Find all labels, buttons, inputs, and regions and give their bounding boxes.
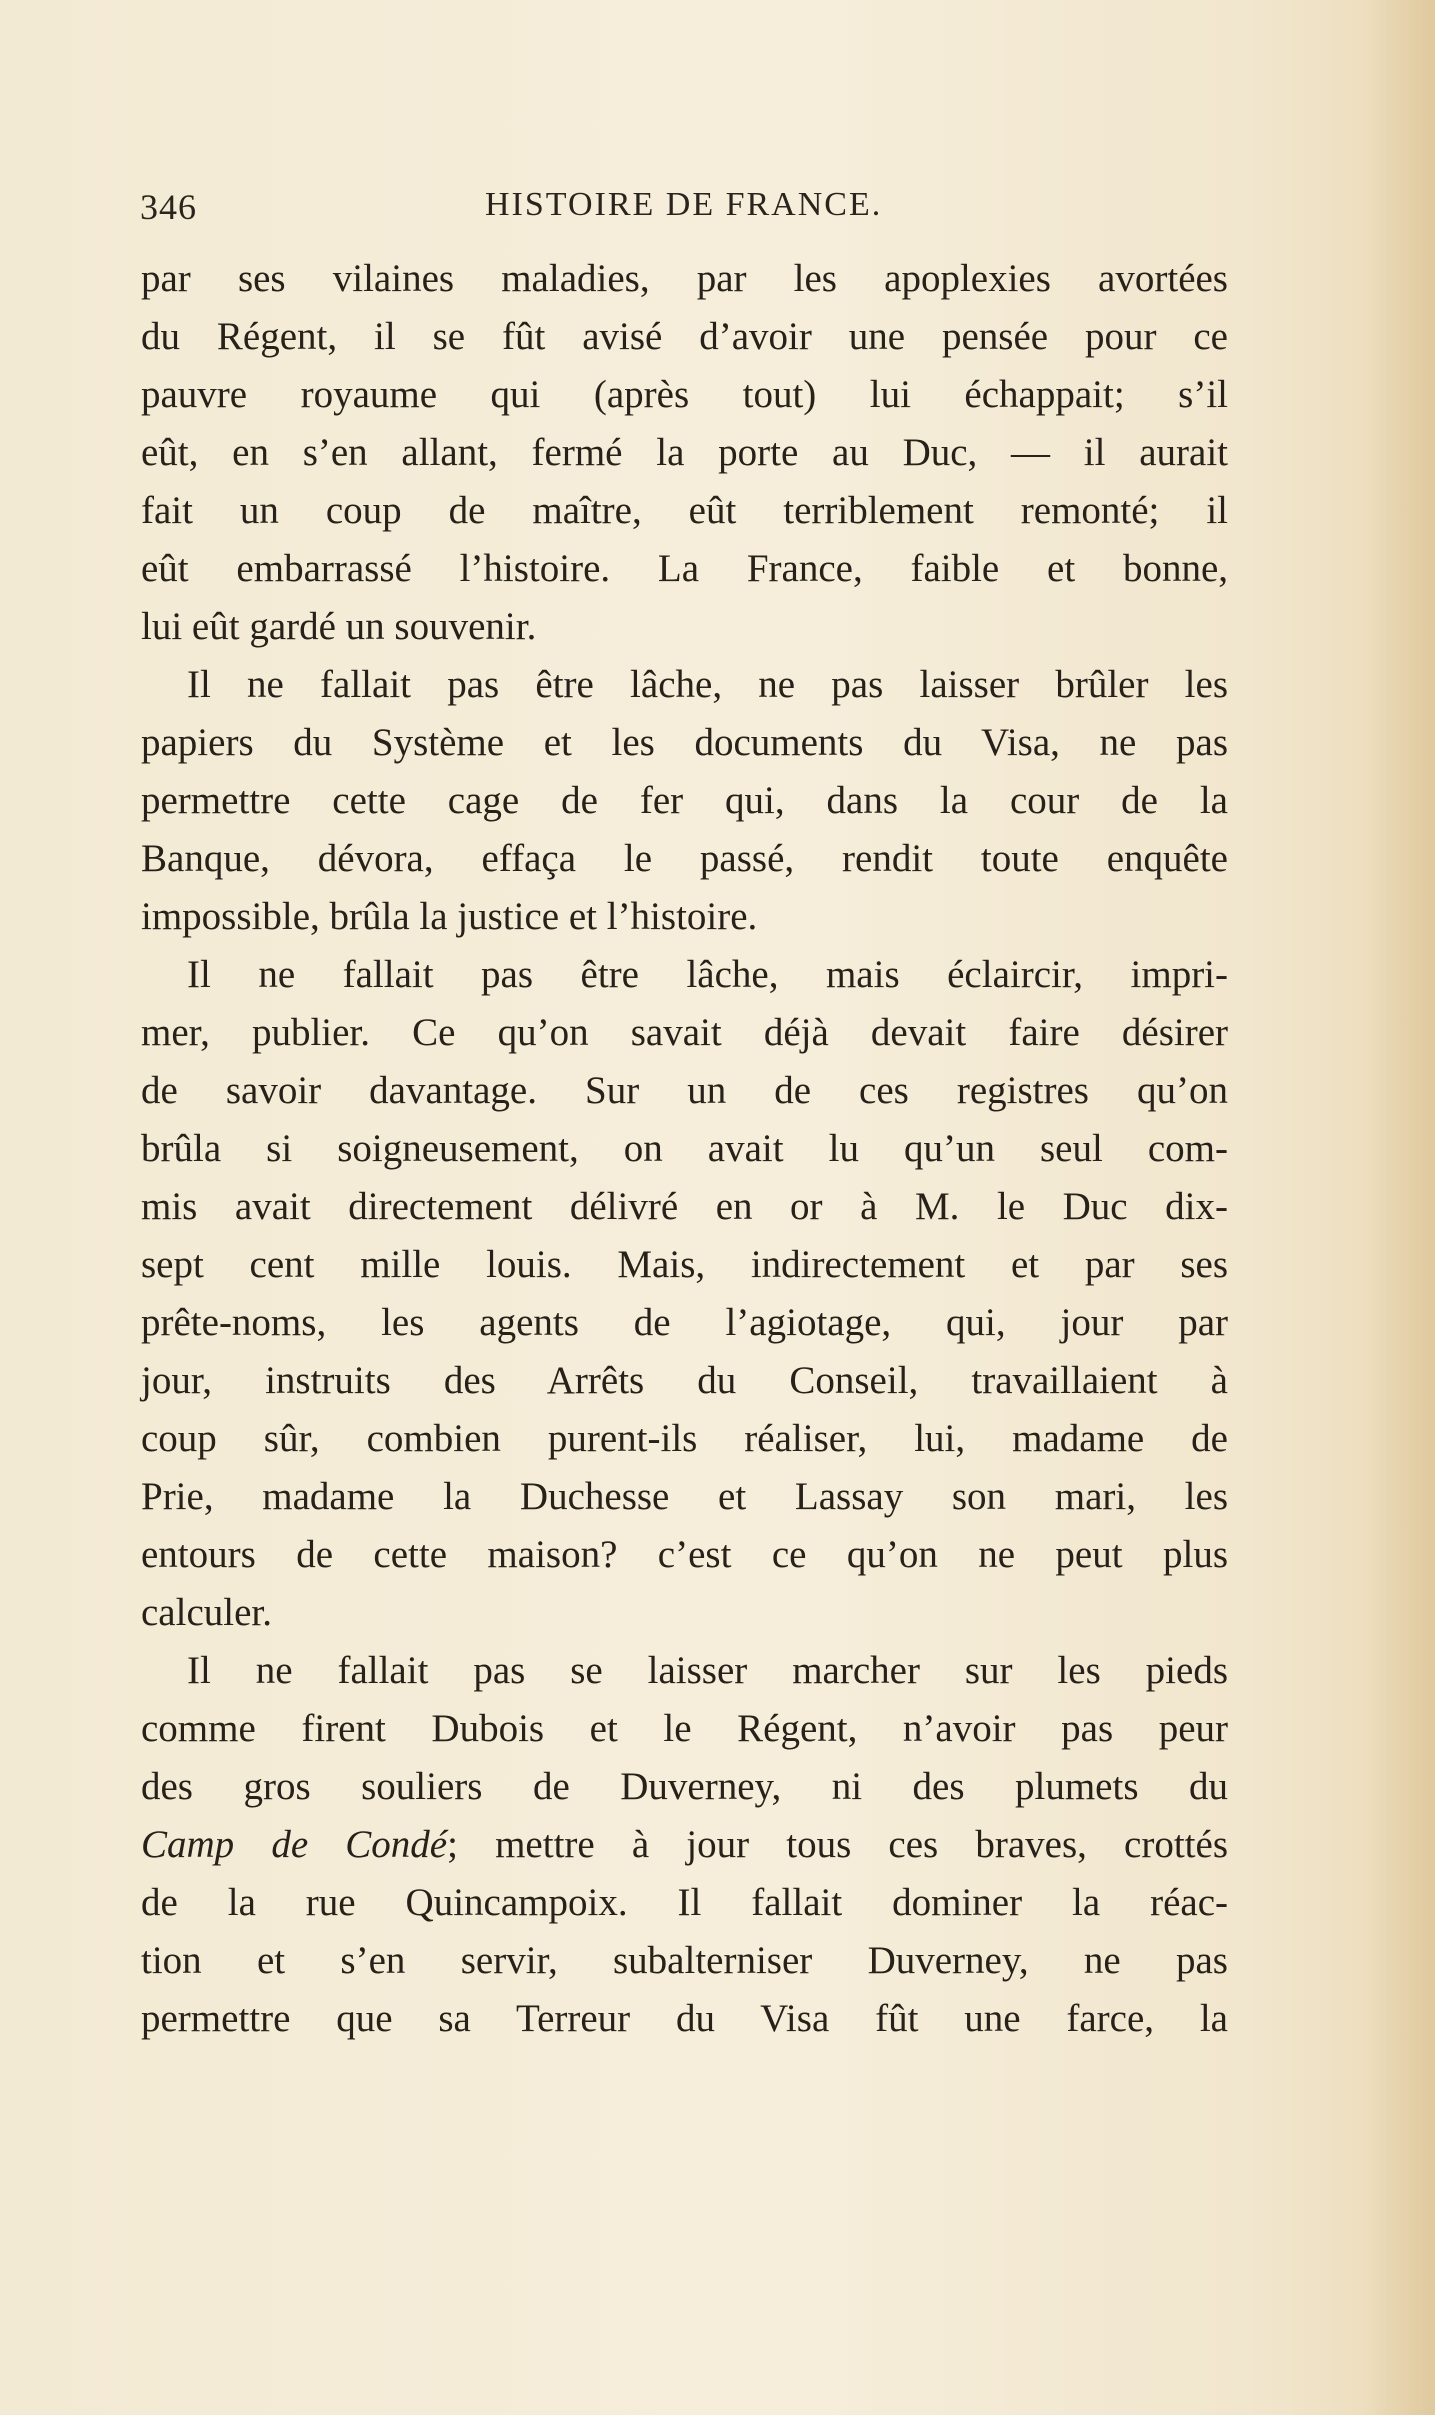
text-line: de la rue Quincampoix. Il fallait dominer la réac-: [141, 1881, 1228, 1924]
text-line: Prie, madame la Duchesse et Lassay son mari, les: [141, 1475, 1228, 1518]
text-line: du Régent, il se fût avisé d’avoir une pensée pour ce: [141, 315, 1228, 358]
text-line: par ses vilaines maladies, par les apoplexies avortées: [141, 257, 1228, 300]
page-edge-shadow: [1365, 0, 1435, 2415]
text-line: coup sûr, combien purent-ils réaliser, lui, madame de: [141, 1417, 1228, 1460]
text-line: papiers du Système et les documents du Visa, ne pas: [141, 721, 1228, 764]
text-line: Il ne fallait pas être lâche, mais éclaircir, impri-: [187, 953, 1228, 996]
page-number: 346: [140, 187, 197, 227]
text-line: calculer.: [141, 1591, 272, 1634]
text-line: tion et s’en servir, subalterniser Duverney, ne pas: [141, 1939, 1228, 1982]
text-line: eût embarrassé l’histoire. La France, faible et bonne,: [141, 547, 1228, 590]
body-text: [141, 250, 1228, 2048]
text-line-italic-title: [141, 1816, 1228, 1874]
text-line: mer, publier. Ce qu’on savait déjà devait faire désirer: [141, 1011, 1228, 1054]
text-line: prête-noms, les agents de l’agiotage, qui, jour par: [141, 1301, 1228, 1344]
text-line: Banque, dévora, effaça le passé, rendit toute enquête: [141, 837, 1228, 880]
paragraph: [141, 656, 1228, 946]
text-line: pauvre royaume qui (après tout) lui échappait; s’il: [141, 373, 1228, 416]
italic-title: Camp de Condé: [141, 1823, 448, 1866]
text-line: brûla si soigneusement, on avait lu qu’un seul com-: [141, 1127, 1228, 1170]
text-line: sept cent mille louis. Mais, indirectement et par ses: [141, 1243, 1228, 1286]
text-line: entours de cette maison? c’est ce qu’on ne peut plus: [141, 1533, 1228, 1576]
paragraph: [141, 946, 1228, 1642]
text-line: comme firent Dubois et le Régent, n’avoir pas peur: [141, 1707, 1228, 1750]
text-line: lui eût gardé un souvenir.: [141, 605, 537, 648]
running-title: HISTOIRE DE FRANCE.: [485, 186, 883, 223]
text-line: permettre cette cage de fer qui, dans la cour de la: [141, 779, 1228, 822]
text-line: jour, instruits des Arrêts du Conseil, travaillaient à: [141, 1359, 1228, 1402]
text-line: eût, en s’en allant, fermé la porte au Duc, — il aurait: [141, 431, 1228, 474]
text-line: fait un coup de maître, eût terriblement remonté; il: [141, 489, 1228, 532]
text-line: Il ne fallait pas être lâche, ne pas laisser brûler les: [187, 663, 1228, 706]
text-line: Il ne fallait pas se laisser marcher sur les pieds: [187, 1649, 1228, 1692]
text-line: des gros souliers de Duverney, ni des plumets du: [141, 1765, 1228, 1808]
text-line: permettre que sa Terreur du Visa fût une farce, la: [141, 1997, 1228, 2040]
text-line: de savoir davantage. Sur un de ces registres qu’on: [141, 1069, 1228, 1112]
paragraph: [141, 250, 1228, 656]
page-header: [140, 178, 1220, 234]
text-line: mis avait directement délivré en or à M. le Duc dix-: [141, 1185, 1228, 1228]
text-line: impossible, brûla la justice et l’histoire.: [141, 895, 758, 938]
paragraph: [141, 1642, 1228, 2048]
text-segment: ; mettre à jour tous ces braves, crottés: [447, 1823, 1229, 1866]
